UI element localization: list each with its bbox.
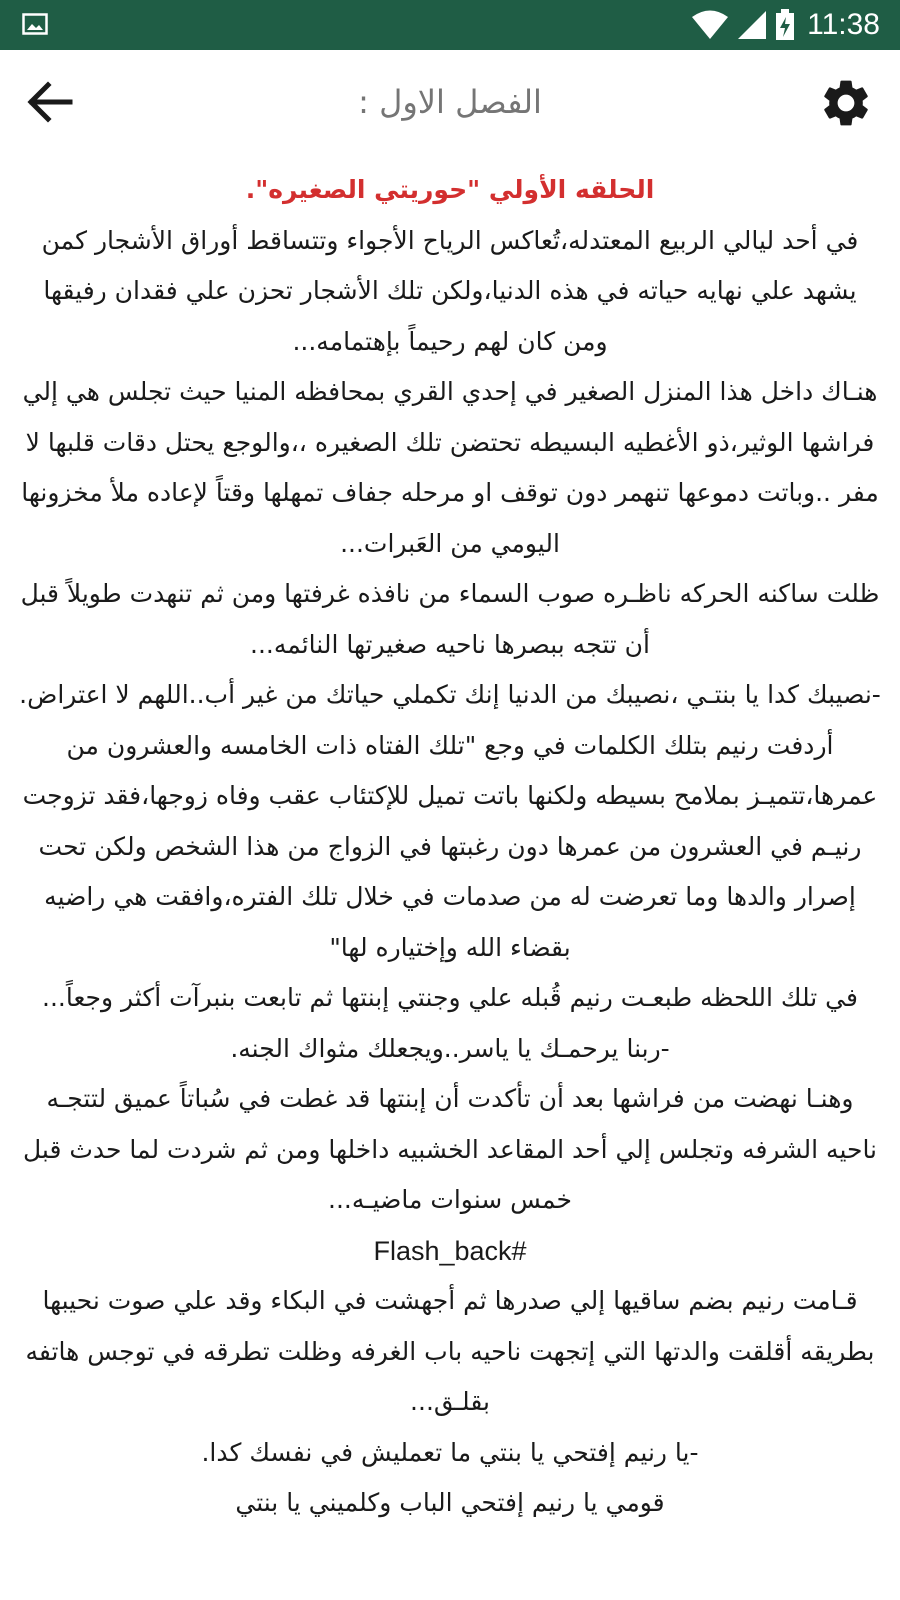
paragraph: أردفت رنيم بتلك الكلمات في وجع "تلك الفتاه ذات الخامسه والعشرون من عمرها،تتميـز بملامح بسيطه ولكنها باتت تميل للإكتئاب عقب وفاه زوجها،فقد تزوجت رنيـم في العشرون من عمرها دون رغبتها في الزواج من هذا الشخص ولكن تحت إصرار والدها وما تعرضت له من صدمات في خلال تلك الفتره،وافقت هي راضيه بقضاء الله وإختياره لها" [22, 730, 878, 962]
paragraph: في أحد ليالي الربيع المعتدله،تُعاكس الرياح الأجواء وتتساقط أوراق الأشجار كمن يشهد علي نهايه حياته في هذه الدنيا،ولكن تلك الأشجار تحزن علي فقدان رفيقها ومن كان لهم رحيماً بإهتمامه... [41, 225, 859, 356]
battery-charging-icon [775, 9, 795, 41]
wifi-icon [691, 10, 729, 40]
back-button[interactable] [22, 77, 78, 127]
paragraph: في تلك اللحظه طبعـت رنيم قُبله علي وجنتي إبنتها ثم تابعت بنبرآت أكثر وجعاً... [42, 983, 858, 1012]
app-bar [0, 50, 900, 155]
signal-icon [737, 10, 767, 40]
paragraph: -يا رنيم إفتحي يا بنتي ما تعمليش في نفسك كدا. [201, 1437, 699, 1467]
chapter-content[interactable] [18, 165, 882, 1600]
paragraph: وهنـا نهضت من فراشها بعد أن تأكدت أن إبنتها قد غطت في سُباتاً عميق لتتجـه ناحيه الشرفه وتجلس إلي أحد المقاعد الخشبيه داخلها ومن ثم شردت لما حدث قبل خمس سنوات ماضيـه... [22, 1084, 878, 1214]
status-time: 11:38 [807, 8, 880, 41]
paragraph: قومي يا رنيم إفتحي الباب وكلميني يا بنتي [235, 1488, 665, 1517]
paragraph: هنـاك داخل هذا المنزل الصغير في إحدي القري بمحافظه المنيا حيث تجلس هي إلي فراشها الوثير،ذو الأغطيه البسيطه تحتضن تلك الصغيره ،،والوجع يحتل دقات قلبها لا مفر ..وباتت دموعها تنهمر دون توقف او مرحله جفاف تمهلها وقتاً لإعاده ملأ مخزونها اليومي من العَبرات... [21, 377, 879, 558]
status-bar [0, 0, 900, 50]
page-title: الفصل الاول : [358, 83, 542, 121]
arrow-back-icon [22, 77, 78, 127]
paragraph: ظلت ساكنه الحركه ناظـره صوب السماء من نافذه غرفتها ومن ثم تنهدت طويلاً قبل أن تتجه ببصرها ناحيه صغيرتها النائمه... [20, 579, 880, 659]
paragraph: -نصيبك كدا يا بنتـي ،نصيبك من الدنيا إنك تكملي حياتك من غير أب..اللهم لا اعتراض. [19, 680, 881, 709]
chapter-heading: الحلقه الأولي "حوريتي الصغيره". [245, 175, 655, 204]
paragraph: قـامت رنيم بضم ساقيها إلي صدرها ثم أجهشت في البكاء وقد علي صوت نحيبها بطريقه أقلقت والدتها التي إتجهت ناحيه باب الغرفه وظلت تطرقه في توجس هاتفه بقلـق... [25, 1286, 875, 1416]
paragraph: -ربنا يرحمـك يا ياسر..ويجعلك مثواك الجنه. [230, 1033, 670, 1063]
image-notification-icon [22, 13, 48, 35]
flashback-marker: Flash_back# [373, 1235, 527, 1266]
gear-icon [818, 75, 874, 131]
status-icons [691, 0, 880, 50]
settings-button[interactable] [818, 75, 874, 131]
